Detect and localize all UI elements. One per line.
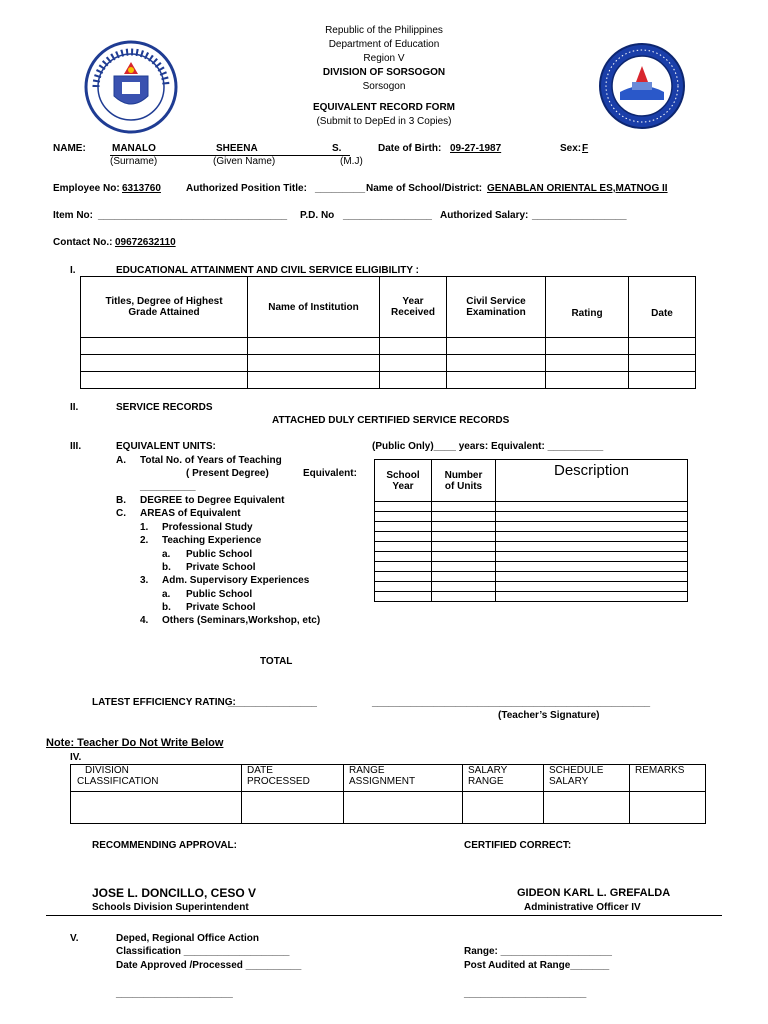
classification-table-header <box>71 765 706 792</box>
sex-value: F <box>582 143 589 154</box>
service-records-note: ATTACHED DULY CERTIFIED SERVICE RECORDS <box>272 415 510 426</box>
middle-initial-value: S. <box>332 143 342 154</box>
area-3b-num: b. <box>162 602 171 613</box>
item-a-equivalent: Equivalent: <box>303 468 357 479</box>
area-2a-text: Public School <box>186 549 253 560</box>
item-a-label: A. <box>116 455 126 466</box>
table-row <box>375 522 688 532</box>
col-schedule-line2: SALARY <box>549 776 589 787</box>
contact-value: 09672632110 <box>115 237 176 248</box>
certified-correct-label: CERTIFIED CORRECT: <box>464 840 572 851</box>
header-department: Department of Education <box>328 39 440 50</box>
area-4-num: 4. <box>140 615 149 626</box>
header-region: Region V <box>363 53 405 64</box>
area-2-num: 2. <box>140 535 149 546</box>
form-title: EQUIVALENT RECORD FORM <box>312 102 456 113</box>
section-4-number: IV. <box>70 752 82 763</box>
col-units-line1: Number <box>444 469 483 481</box>
admin-officer-name: GIDEON KARL L. GREFALDA <box>517 887 671 899</box>
dob-label: Date of Birth: <box>378 143 442 154</box>
position-label: Authorized Position Title: <box>186 183 307 194</box>
efficiency-rating-blank: ________________ <box>228 697 317 708</box>
table-row <box>375 572 688 582</box>
table-row <box>71 792 706 824</box>
table-row <box>375 592 688 602</box>
given-name-caption: (Given Name) <box>213 156 276 167</box>
public-only-line: (Public Only)____ years: Equivalent: __________ <box>372 441 604 452</box>
surname-caption: (Surname) <box>110 156 158 167</box>
division-classification-table <box>70 764 706 824</box>
table-row <box>375 562 688 572</box>
superintendent-name: JOSE L. DONCILLO, CESO V <box>92 886 257 900</box>
given-name-value: SHEENA <box>216 143 258 154</box>
area-1-num: 1. <box>140 522 149 533</box>
item-no-blank: __________________________________ <box>98 210 288 221</box>
section-3-title: EQUIVALENT UNITS: <box>116 441 216 452</box>
position-blank: _________ <box>315 183 366 194</box>
teacher-signature-caption: (Teacher’s Signature) <box>498 710 600 721</box>
dob-value: 09-27-1987 <box>450 143 502 154</box>
equivalent-units-table <box>374 459 688 602</box>
section-5-number: V. <box>70 933 79 944</box>
salary-label: Authorized Salary: <box>440 210 529 221</box>
table-row <box>81 355 696 372</box>
header-division: DIVISION OF SORSOGON <box>322 67 446 78</box>
table-row <box>81 338 696 355</box>
sex-label: Sex: <box>560 143 582 154</box>
pd-no-label: P.D. No <box>300 210 335 221</box>
item-no-label: Item No: <box>53 210 93 221</box>
col-division-line2: CLASSIFICATION <box>77 776 159 787</box>
area-3b-text: Private School <box>186 602 256 613</box>
area-2b-text: Private School <box>186 562 256 573</box>
section-1-number: I. <box>70 265 76 276</box>
col-division-line1: DIVISION <box>85 765 129 776</box>
header-province: Sorsogon <box>362 81 406 92</box>
section-5-title: Deped, Regional Office Action <box>116 933 259 944</box>
table-row <box>375 552 688 562</box>
pd-no-blank: ________________ <box>343 210 432 221</box>
section-divider <box>46 915 722 916</box>
post-audited-line: Post Audited at Range_______ <box>464 960 610 971</box>
deped-seal-logo <box>84 40 178 134</box>
education-table-header <box>81 277 696 338</box>
recommending-approval-label: RECOMMENDING APPROVAL: <box>92 840 237 851</box>
item-a-text: Total No. of Years of Teaching <box>140 455 282 466</box>
total-label: TOTAL <box>260 656 293 667</box>
col-institution: Name of Institution <box>248 277 380 338</box>
section-3-number: III. <box>70 441 82 452</box>
header-republic: Republic of the Philippines <box>325 25 443 36</box>
col-salary-range-line2: RANGE <box>468 776 504 787</box>
item-c-label: C. <box>116 508 126 519</box>
area-3-num: 3. <box>140 575 149 586</box>
note-do-not-write: Note: Teacher Do Not Write Below <box>46 737 224 749</box>
col-salary-range-line1: SALARY <box>468 765 508 776</box>
units-table-header <box>375 460 688 502</box>
col-units-line2: of Units <box>444 480 483 492</box>
date-approved-line: Date Approved /Processed __________ <box>116 960 302 971</box>
col-date-processed-line2: PROCESSED <box>247 776 310 787</box>
employee-no-value: 6313760 <box>122 183 161 194</box>
col-degree-line1: Titles, Degree of Highest <box>105 296 223 307</box>
division-sorsogon-logo <box>598 42 686 130</box>
admin-officer-title: Administrative Officer IV <box>524 902 641 913</box>
section-2-title: SERVICE RECORDS <box>116 402 213 413</box>
efficiency-rating-label: LATEST EFFICIENCY RATING: <box>92 697 236 708</box>
col-description: Description <box>496 460 688 502</box>
item-c-text: AREAS of Equivalent <box>140 508 241 519</box>
table-row <box>375 512 688 522</box>
school-label: Name of School/District: <box>366 183 483 194</box>
area-3a-text: Public School <box>186 589 253 600</box>
surname-value: MANALO <box>112 143 156 154</box>
range-line: Range: ____________________ <box>464 946 612 957</box>
area-1-text: Professional Study <box>162 522 253 533</box>
table-row <box>81 372 696 389</box>
teacher-signature-line: __________________________________________________ <box>372 697 651 708</box>
superintendent-title: Schools Division Superintendent <box>92 902 249 913</box>
regional-signature-left: _____________________ <box>116 988 233 999</box>
col-range-line2: ASSIGNMENT <box>349 776 416 787</box>
name-label: NAME: <box>53 143 86 154</box>
col-cs-line1: Civil Service <box>466 296 526 307</box>
item-a-blank: __________ <box>140 481 196 492</box>
section-1-title: EDUCATIONAL ATTAINMENT AND CIVIL SERVICE ELIGIBILITY : <box>116 265 419 276</box>
area-3-text: Adm. Supervisory Experiences <box>162 575 310 586</box>
employee-no-label: Employee No: <box>53 183 120 194</box>
section-2-number: II. <box>70 402 79 413</box>
classification-line: Classification ___________________ <box>116 946 290 957</box>
area-4-text: Others (Seminars,Workshop, etc) <box>162 615 321 626</box>
col-date: Date <box>629 277 696 338</box>
col-range-line1: RANGE <box>349 765 385 776</box>
item-a-sub: ( Present Degree) <box>186 468 269 479</box>
table-row <box>375 582 688 592</box>
education-table <box>80 276 696 389</box>
form-subtitle: (Submit to DepEd in 3 Copies) <box>316 116 452 127</box>
table-row <box>375 532 688 542</box>
table-row <box>375 502 688 512</box>
col-degree-line2: Grade Attained <box>128 307 200 318</box>
col-date-processed-line1: DATE <box>247 765 273 776</box>
area-2b-num: b. <box>162 562 171 573</box>
col-year-line2: Received <box>391 307 435 318</box>
col-school-year-line1: School <box>386 469 420 481</box>
col-remarks: REMARKS <box>630 765 706 792</box>
middle-initial-caption: (M.J) <box>340 156 363 167</box>
salary-blank: _________________ <box>532 210 627 221</box>
item-b-text: DEGREE to Degree Equivalent <box>140 495 285 506</box>
col-year-line1: Year <box>402 296 424 307</box>
col-rating: Rating <box>546 277 629 338</box>
regional-signature-right: ______________________ <box>464 988 587 999</box>
item-b-label: B. <box>116 495 126 506</box>
area-2a-num: a. <box>162 549 171 560</box>
area-3a-num: a. <box>162 589 171 600</box>
col-schedule-line1: SCHEDULE <box>549 765 604 776</box>
contact-label: Contact No.: <box>53 237 113 248</box>
col-cs-line2: Examination <box>466 307 526 318</box>
school-value: GENABLAN ORIENTAL ES,MATNOG II <box>487 183 668 194</box>
col-school-year-line2: Year <box>392 480 414 492</box>
area-2-text: Teaching Experience <box>162 535 262 546</box>
table-row <box>375 542 688 552</box>
